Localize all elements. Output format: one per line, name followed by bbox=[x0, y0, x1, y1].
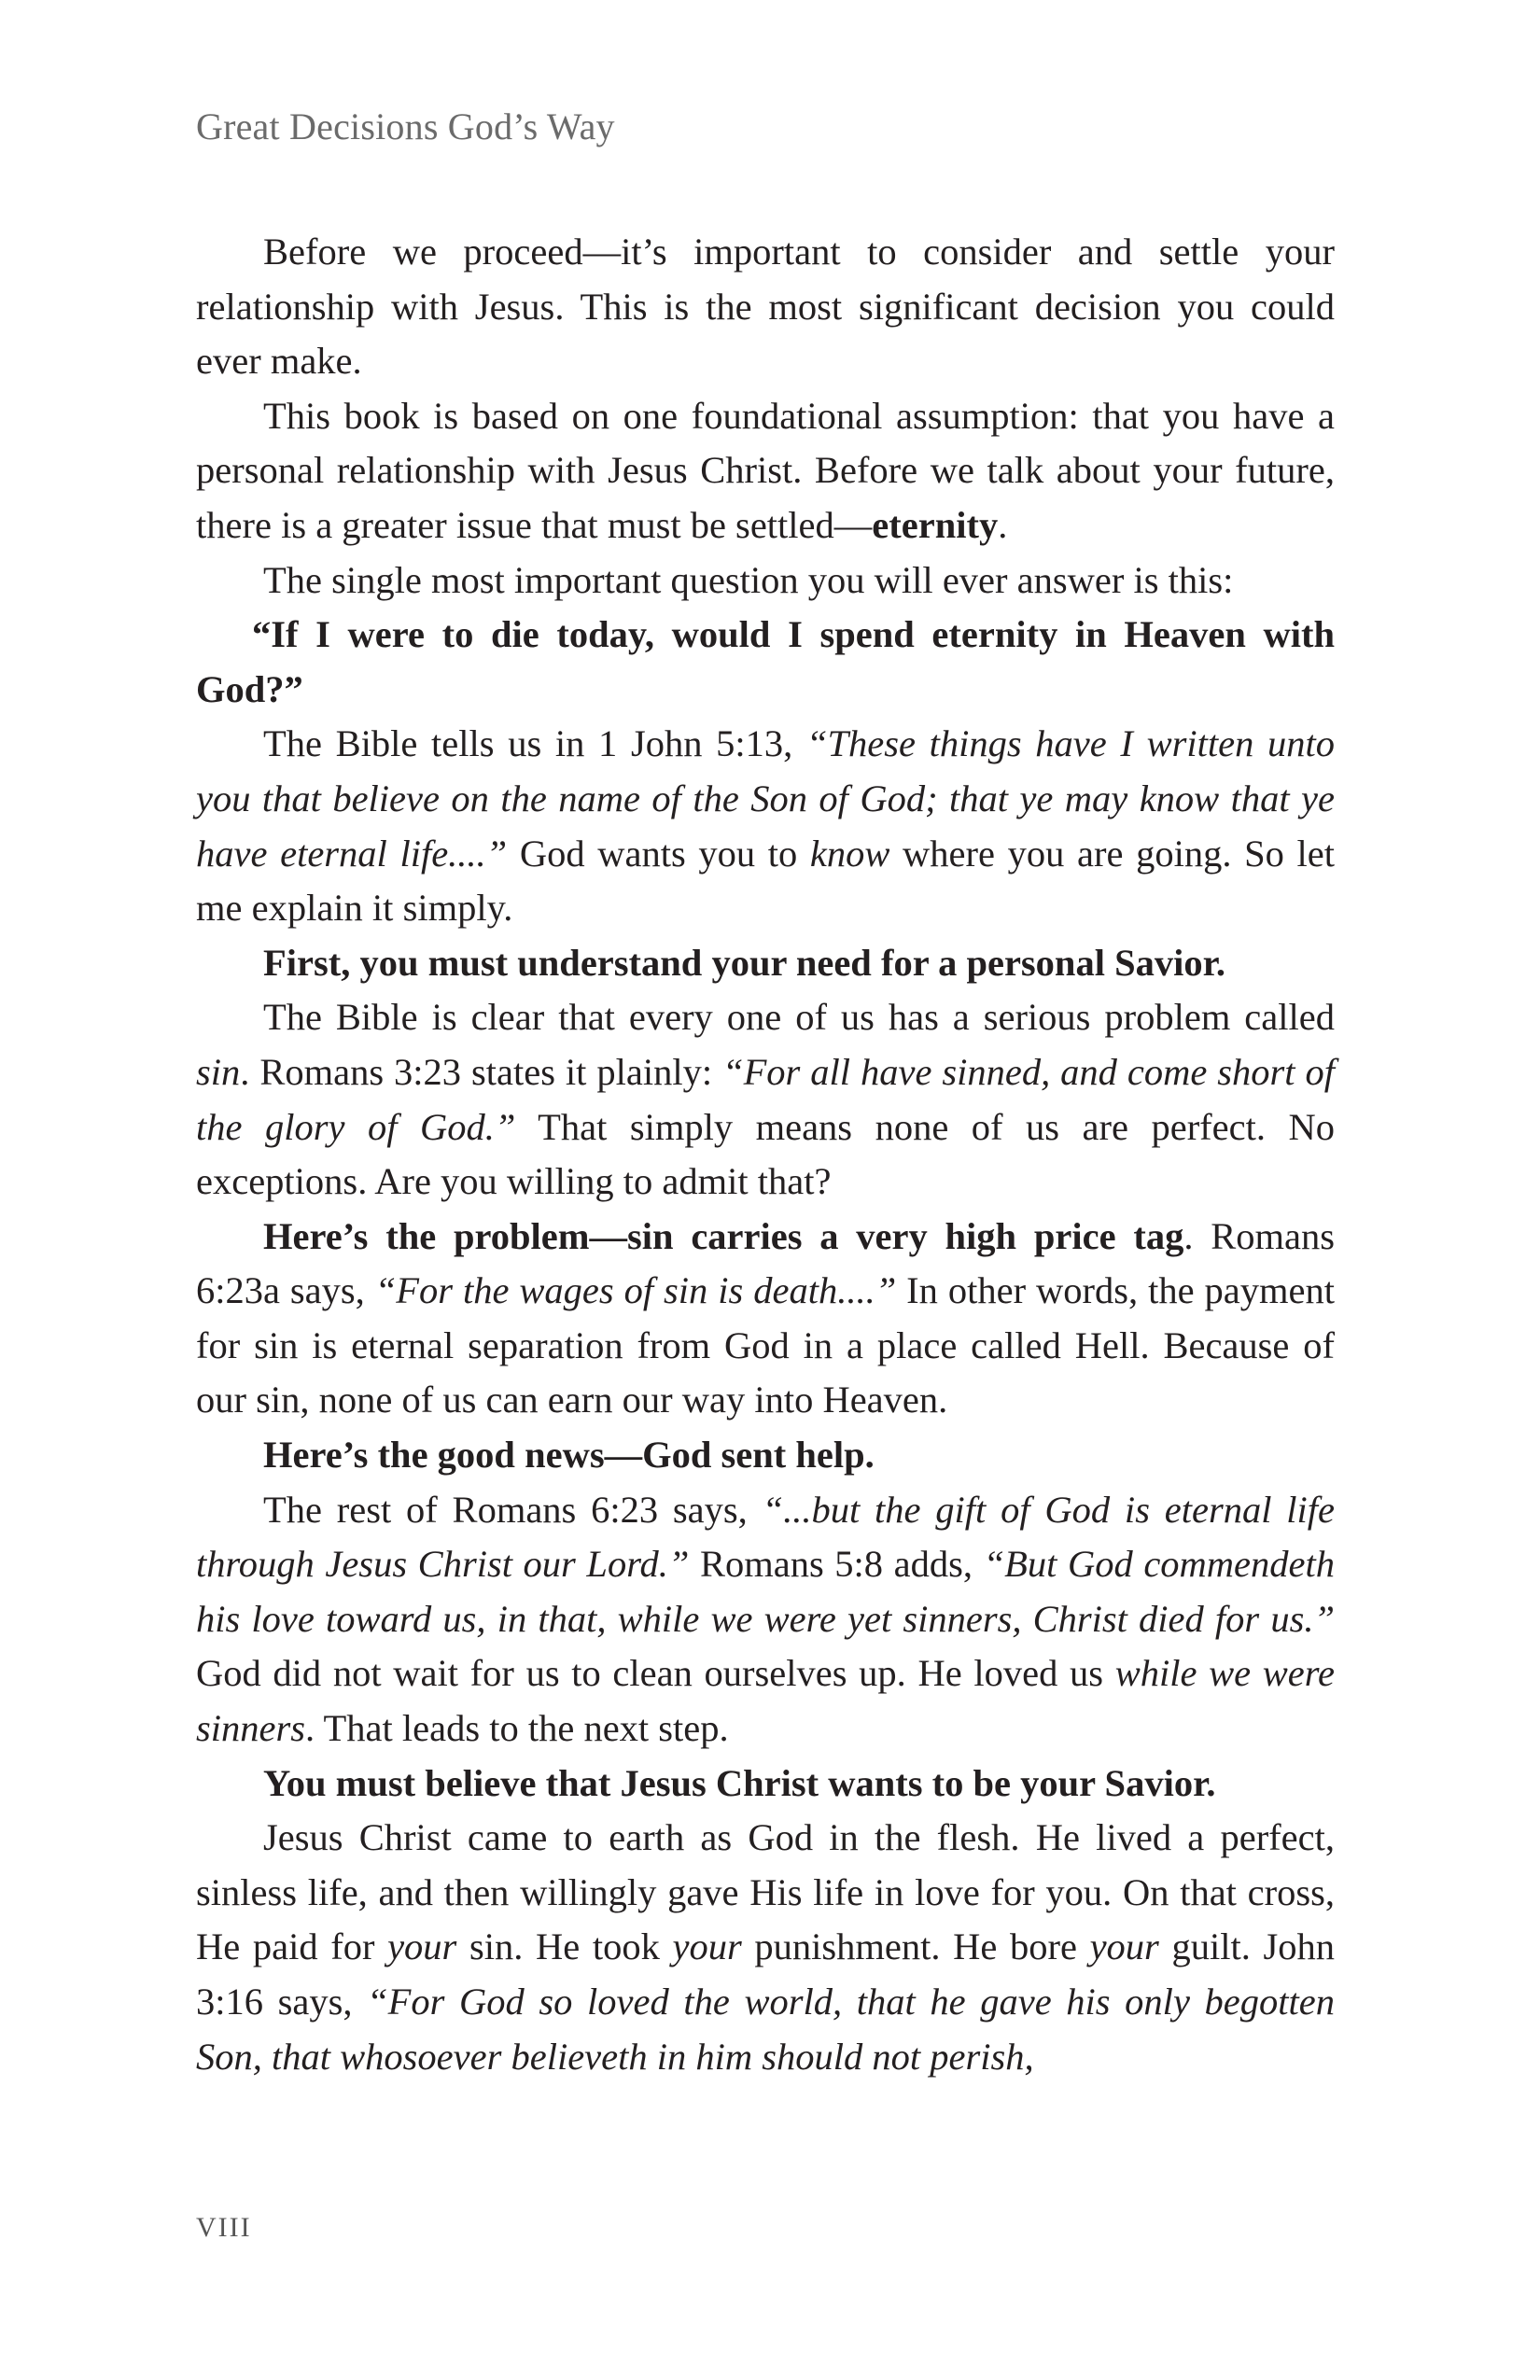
paragraph bbox=[196, 389, 1335, 553]
text-run: The Bible is clear that every one of us has a serious problem called bbox=[263, 996, 1335, 1039]
text-run: That simply means none of us are perfect. No exceptions. Are you willing to admit that? bbox=[196, 1105, 1335, 1203]
text-run: God did not wait for us to clean ourselves up. He loved us bbox=[196, 1652, 1115, 1695]
italic-run: “But God commendeth his love toward us, in that, while we were yet sinners, Christ died for us.” bbox=[196, 1543, 1335, 1640]
text-run: . bbox=[998, 503, 1008, 546]
italic-run: your bbox=[1089, 1925, 1159, 1968]
italic-run: “For the wages of sin is death....” bbox=[374, 1269, 897, 1312]
italic-run: your bbox=[387, 1925, 457, 1968]
paragraph bbox=[196, 225, 1335, 389]
paragraph bbox=[196, 608, 1335, 717]
text-run: —it’s important to consider and settle your relationship with Jesus. This is the most significant decision you could ever make. bbox=[196, 231, 1336, 383]
bold-run: eternity bbox=[872, 503, 999, 546]
italic-run: sin bbox=[196, 1050, 241, 1093]
text-run: . Romans 3:23 states it plainly: bbox=[240, 1050, 723, 1093]
text-run: sin. He took bbox=[456, 1925, 673, 1968]
italic-run: know bbox=[809, 832, 890, 875]
text-run: punishment. He bore bbox=[741, 1925, 1090, 1968]
text-run: . Romans 6:23a says, bbox=[196, 1214, 1335, 1312]
text-run: The single most important question you will ever answer is this: bbox=[263, 558, 1234, 601]
bold-run: Here’s the good news—God sent help. bbox=[263, 1434, 875, 1477]
text-run: Jesus Christ came to earth as God in the flesh. He lived a perfect, sinless life, and then willingly gave His life in love for you. On that cross, He paid for bbox=[196, 1816, 1335, 1968]
text-run: where you are going. So let me explain it simply. bbox=[196, 832, 1335, 930]
paragraph bbox=[196, 990, 1335, 1209]
text-run: The rest of Romans 6:23 says, bbox=[263, 1488, 763, 1531]
italic-run: “These things have I written unto you that believe on the name of the Son of God; that ye may know that ye have eternal life....” bbox=[196, 722, 1335, 875]
italic-run: “For God so loved the world, that he gave his only begotten Son, that whosoever believeth in him should not perish, bbox=[196, 1981, 1335, 2078]
italic-run: your bbox=[672, 1925, 742, 1968]
paragraph bbox=[196, 553, 1335, 609]
running-head: Great Decisions God’s Way bbox=[196, 105, 615, 147]
text-run: In other words, the payment for sin is eternal separation from God in a place called Hell. Because of our sin, none of us can earn our way into Heaven. bbox=[196, 1269, 1335, 1421]
text-run: . That leads to the next step. bbox=[305, 1707, 729, 1750]
paragraph bbox=[196, 1483, 1335, 1757]
paragraph bbox=[196, 1811, 1335, 2084]
paragraph bbox=[196, 1757, 1335, 1812]
italic-run: “...but the gift of God is eternal life through Jesus Christ our Lord.” bbox=[196, 1488, 1335, 1586]
bold-run: “If I were to die today, would I spend eternity in Heaven with God?” bbox=[196, 613, 1335, 710]
text-run: Romans 5:8 adds, bbox=[689, 1543, 984, 1586]
paragraph bbox=[196, 936, 1335, 991]
text-run: God wants you to bbox=[507, 832, 810, 875]
text-run: guilt. John 3:16 says, bbox=[196, 1925, 1335, 2023]
text-run: The Bible tells us in 1 John 5:13, bbox=[263, 722, 806, 765]
paragraph bbox=[196, 1210, 1335, 1428]
italic-run: “For all have sinned, and come short of the glory of God.” bbox=[196, 1050, 1335, 1148]
paragraph bbox=[196, 1428, 1335, 1483]
text-run: This book is based on one foundational assumption: that you have a personal relationship with Jesus Christ. Before we talk about your future, there is a greater issue that must be settled— bbox=[196, 394, 1335, 546]
text-run: Before we proceed bbox=[263, 231, 583, 273]
bold-run: First, you must understand your need for a personal Savior. bbox=[263, 941, 1225, 984]
bold-run: You must believe that Jesus Christ wants to be your Savior. bbox=[263, 1761, 1216, 1804]
paragraph bbox=[196, 717, 1335, 935]
italic-run: while we were sinners bbox=[196, 1652, 1335, 1750]
body-text bbox=[196, 225, 1335, 2084]
bold-run: Here’s the problem—sin carries a very high price tag bbox=[263, 1214, 1184, 1257]
page-number: VIII bbox=[196, 2212, 252, 2243]
